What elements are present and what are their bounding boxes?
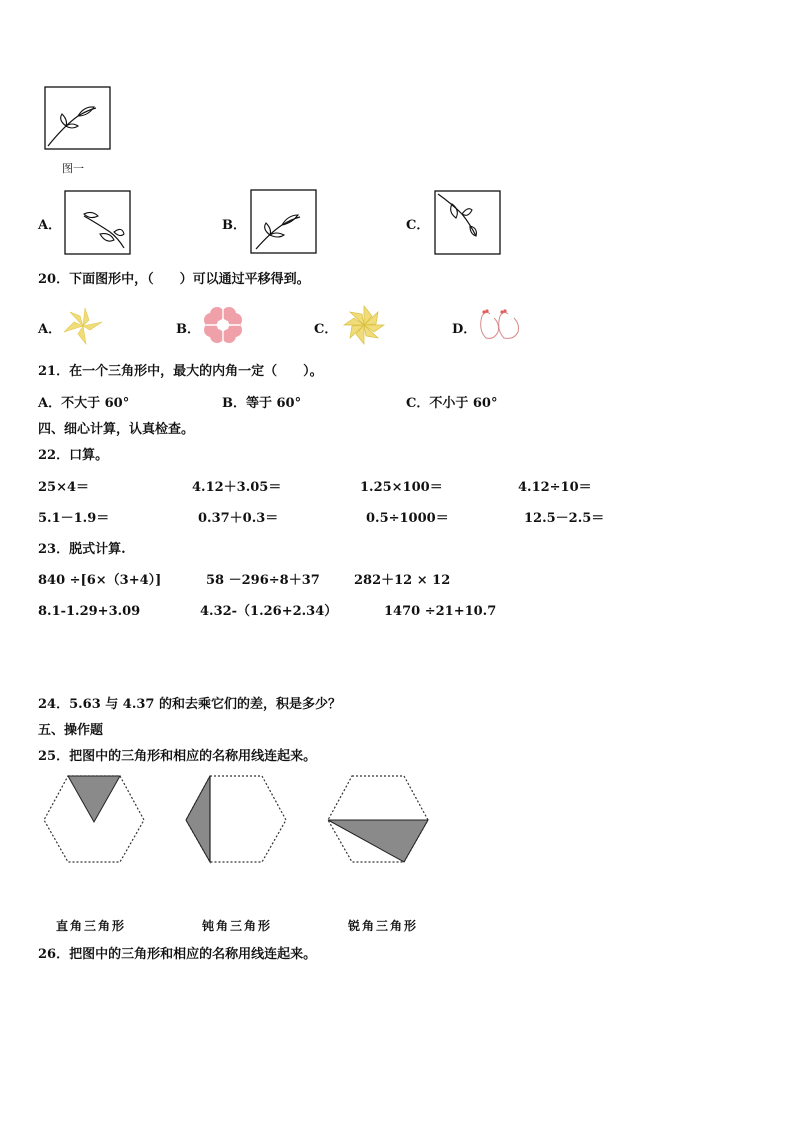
q20-option-b-hearts[interactable] (202, 304, 244, 346)
q20-option-a-label: A． (38, 322, 62, 337)
q21-stem: 21．在一个三角形中，最大的内角一定（ ）。 (38, 364, 323, 379)
q22-item: 4.12÷10＝ (518, 480, 592, 495)
q21-option-b[interactable]: B．等于 60° (222, 396, 302, 411)
q20-stem: 20．下面图形中，（ ）可以通过平移得到。 (38, 272, 310, 287)
q25-hexagon-2 (184, 774, 288, 866)
q26-stem: 26．把图中的三角形和相应的名称用线连起来。 (38, 947, 317, 962)
q22-item: 0.37＋0.3＝ (198, 511, 279, 526)
q22-item: 4.12＋3.05＝ (192, 480, 282, 495)
section-4-title: 四、细心计算，认真检查。 (38, 422, 195, 437)
q20-option-d-label: D． (452, 322, 477, 337)
section-5-title: 五、操作题 (38, 723, 104, 738)
q19-option-b-twig[interactable] (250, 189, 318, 255)
q25-hexagon-3 (326, 774, 430, 866)
q23-item: 8.1-1.29+3.09 (38, 604, 141, 619)
q19-option-b-label: B． (222, 218, 246, 233)
q19-option-a-label: A． (38, 218, 62, 233)
q20-option-c-label: C． (314, 322, 338, 337)
q22-stem: 22．口算。 (38, 448, 109, 463)
q23-item: 840 ÷[6×（3+4）] (38, 573, 162, 588)
q22-item: 5.1－1.9＝ (38, 511, 110, 526)
q23-item: 4.32-（1.26+2.34） (200, 604, 338, 619)
q20-option-a-pinwheel[interactable] (62, 306, 104, 346)
q25-label-right-triangle[interactable]: 直角三角形 (56, 919, 127, 933)
q21-option-a[interactable]: A．不大于 60° (38, 396, 130, 411)
q25-hexagon-1 (42, 774, 146, 866)
q25-label-acute-triangle[interactable]: 锐角三角形 (348, 919, 419, 933)
q21-option-c[interactable]: C．不小于 60° (406, 396, 498, 411)
q22-item: 0.5÷1000＝ (366, 511, 449, 526)
q23-item: 58 －296÷8＋37 (206, 573, 320, 588)
q22-item: 12.5－2.5＝ (524, 511, 605, 526)
q20-option-d-chickens[interactable] (476, 306, 524, 342)
q22-item: 1.25×100＝ (360, 480, 443, 495)
q20-option-b-label: B． (176, 322, 200, 337)
q19-option-c-twig[interactable] (434, 190, 502, 256)
figure-one-caption: 图一 (62, 162, 84, 175)
q23-item: 1470 ÷21+10.7 (384, 604, 497, 619)
q19-option-c-label: C． (406, 218, 430, 233)
q23-stem: 23．脱式计算. (38, 542, 126, 557)
q20-option-c-star-pinwheel[interactable] (342, 304, 386, 346)
q24-stem: 24．5.63 与 4.37 的和去乘它们的差，积是多少？ (38, 697, 341, 712)
q19-option-a-twig[interactable] (64, 190, 132, 256)
q25-label-obtuse-triangle[interactable]: 钝角三角形 (202, 919, 273, 933)
figure-one-twig (44, 86, 112, 152)
q23-item: 282＋12 × 12 (354, 573, 451, 588)
q25-stem: 25．把图中的三角形和相应的名称用线连起来。 (38, 749, 317, 764)
q22-item: 25×4＝ (38, 480, 90, 495)
